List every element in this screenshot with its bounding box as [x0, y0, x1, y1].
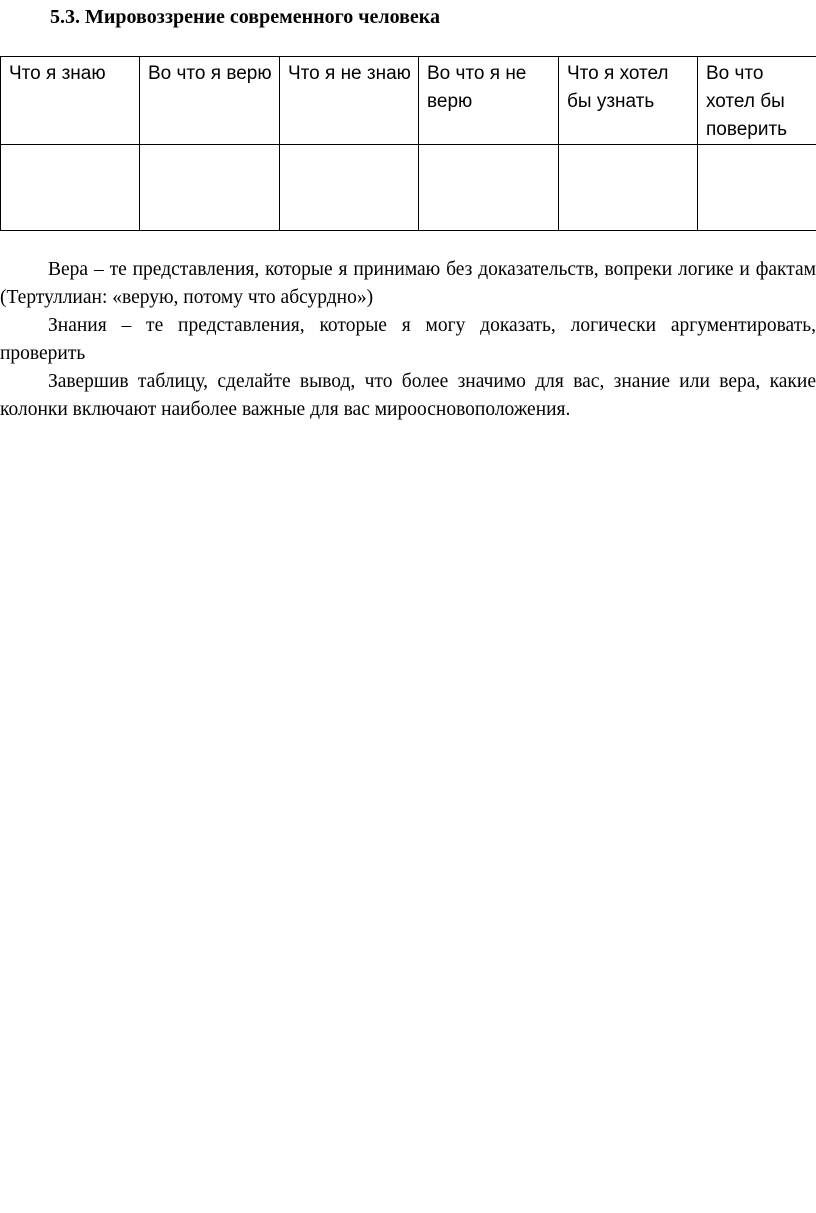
table-cell[interactable]	[140, 145, 280, 231]
header-what-i-dont-know: Что я не знаю	[280, 57, 419, 145]
table-cell[interactable]	[559, 145, 698, 231]
header-what-i-know: Что я знаю	[1, 57, 140, 145]
header-what-i-dont-believe: Во что я не верю	[419, 57, 559, 145]
table-header-row	[1, 57, 816, 145]
table-cell[interactable]	[698, 145, 816, 231]
table-cell[interactable]	[419, 145, 559, 231]
header-what-i-believe: Во что я верю	[140, 57, 280, 145]
paragraph-faith-definition: Вера – те представления, которые я принимаю без доказательств, вопреки логике и фактам (Тертуллиан: «верую, потому что абсурдно»)	[0, 259, 816, 308]
worldview-table	[0, 56, 816, 231]
table-cell[interactable]	[280, 145, 419, 231]
paragraph-task-instruction: Завершив таблицу, сделайте вывод, что более значимо для вас, знание или вера, какие колонки включают наиболее важные для вас мироосновоположения.	[0, 371, 816, 420]
section-heading: 5.3. Мировоззрение современного человека	[50, 6, 441, 28]
table-row	[1, 145, 816, 231]
paragraph-knowledge-definition: Знания – те представления, которые я могу доказать, логически аргументировать, проверить	[0, 315, 816, 364]
header-what-i-want-to-know: Что я хотел бы узнать	[559, 57, 698, 145]
table-cell[interactable]	[1, 145, 140, 231]
body-text	[0, 256, 816, 424]
header-what-i-want-to-believe: Во что хотел бы поверить	[698, 57, 816, 145]
